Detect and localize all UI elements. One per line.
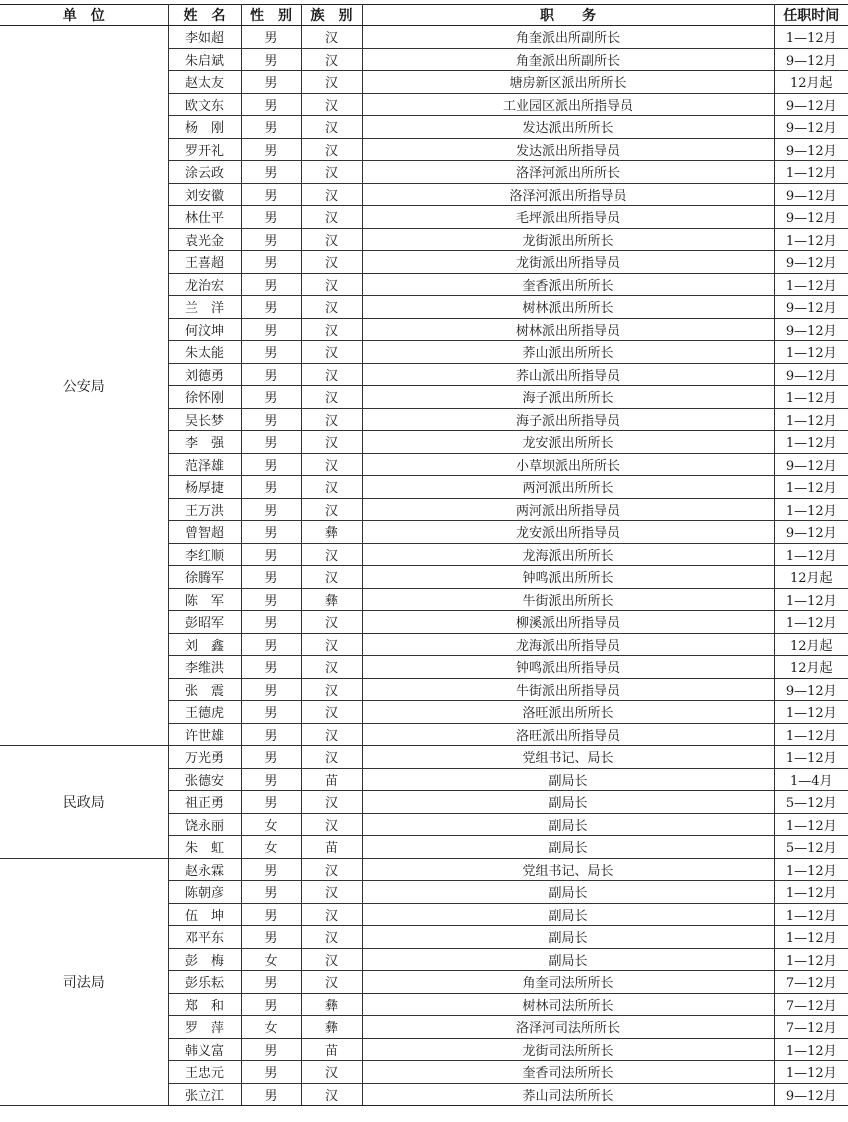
person-gender: 男: [241, 71, 301, 94]
person-ethnicity: 汉: [301, 723, 362, 746]
person-ethnicity: 汉: [301, 926, 362, 949]
person-gender: 男: [241, 453, 301, 476]
personnel-table: [0, 4, 848, 1106]
person-gender: 男: [241, 746, 301, 769]
person-term: 1—12月: [774, 341, 848, 364]
table-row: [0, 858, 848, 881]
person-gender: 男: [241, 161, 301, 184]
person-gender: 男: [241, 498, 301, 521]
person-gender: 男: [241, 971, 301, 994]
person-ethnicity: 汉: [301, 453, 362, 476]
person-ethnicity: 汉: [301, 341, 362, 364]
person-term: 1—12月: [774, 701, 848, 724]
person-name: 何汶坤: [168, 318, 241, 341]
person-term: 5—12月: [774, 836, 848, 859]
person-name: 李维洪: [168, 656, 241, 679]
person-term: 1—12月: [774, 26, 848, 49]
person-ethnicity: 汉: [301, 408, 362, 431]
person-gender: 男: [241, 386, 301, 409]
person-position: 副局长: [362, 813, 774, 836]
person-gender: 男: [241, 1083, 301, 1106]
person-ethnicity: 汉: [301, 251, 362, 274]
person-position: 副局长: [362, 948, 774, 971]
person-gender: 男: [241, 543, 301, 566]
person-ethnicity: 苗: [301, 836, 362, 859]
person-ethnicity: 汉: [301, 881, 362, 904]
person-term: 1—4月: [774, 768, 848, 791]
person-position: 龙海派出所指导员: [362, 633, 774, 656]
person-ethnicity: 汉: [301, 1083, 362, 1106]
person-gender: 男: [241, 116, 301, 139]
person-name: 兰 洋: [168, 296, 241, 319]
person-ethnicity: 汉: [301, 633, 362, 656]
person-ethnicity: 汉: [301, 948, 362, 971]
person-position: 龙安派出所所长: [362, 431, 774, 454]
person-name: 陈朝彦: [168, 881, 241, 904]
person-position: 副局长: [362, 926, 774, 949]
person-name: 张 震: [168, 678, 241, 701]
person-name: 龙治宏: [168, 273, 241, 296]
person-position: 洛泽河司法所所长: [362, 1016, 774, 1039]
person-gender: 男: [241, 1038, 301, 1061]
person-ethnicity: 汉: [301, 1061, 362, 1084]
person-ethnicity: 汉: [301, 566, 362, 589]
person-name: 伍 坤: [168, 903, 241, 926]
table-header: [0, 5, 848, 26]
person-gender: 男: [241, 251, 301, 274]
person-term: 1—12月: [774, 723, 848, 746]
person-term: 1—12月: [774, 926, 848, 949]
person-position: 小草坝派出所所长: [362, 453, 774, 476]
person-name: 王万洪: [168, 498, 241, 521]
person-term: 1—12月: [774, 498, 848, 521]
person-name: 王忠元: [168, 1061, 241, 1084]
person-position: 树林派出所指导员: [362, 318, 774, 341]
person-gender: 男: [241, 408, 301, 431]
person-position: 树林派出所所长: [362, 296, 774, 319]
person-position: 副局长: [362, 836, 774, 859]
person-gender: 男: [241, 476, 301, 499]
person-term: 9—12月: [774, 48, 848, 71]
person-position: 龙街司法所所长: [362, 1038, 774, 1061]
person-gender: 女: [241, 1016, 301, 1039]
person-name: 李如超: [168, 26, 241, 49]
person-ethnicity: 汉: [301, 656, 362, 679]
person-position: 洛旺派出所所长: [362, 701, 774, 724]
person-ethnicity: 汉: [301, 206, 362, 229]
person-gender: 男: [241, 611, 301, 634]
person-name: 朱启斌: [168, 48, 241, 71]
person-position: 洛泽河派出所所长: [362, 161, 774, 184]
person-ethnicity: 汉: [301, 318, 362, 341]
person-ethnicity: 汉: [301, 543, 362, 566]
person-ethnicity: 汉: [301, 701, 362, 724]
header-name: 姓 名: [168, 5, 241, 26]
person-gender: 男: [241, 993, 301, 1016]
person-term: 9—12月: [774, 183, 848, 206]
person-position: 钟鸣派出所指导员: [362, 656, 774, 679]
person-position: 钟鸣派出所所长: [362, 566, 774, 589]
person-gender: 男: [241, 341, 301, 364]
person-name: 韩义富: [168, 1038, 241, 1061]
person-term: 1—12月: [774, 386, 848, 409]
person-term: 1—12月: [774, 948, 848, 971]
person-position: 牛街派出所指导员: [362, 678, 774, 701]
person-name: 杨 刚: [168, 116, 241, 139]
person-term: 9—12月: [774, 296, 848, 319]
person-gender: 男: [241, 521, 301, 544]
person-name: 李 强: [168, 431, 241, 454]
person-ethnicity: 苗: [301, 1038, 362, 1061]
person-term: 12月起: [774, 656, 848, 679]
person-name: 刘安徽: [168, 183, 241, 206]
person-term: 1—12月: [774, 228, 848, 251]
person-term: 1—12月: [774, 588, 848, 611]
person-name: 张立江: [168, 1083, 241, 1106]
person-name: 朱太能: [168, 341, 241, 364]
person-gender: 男: [241, 768, 301, 791]
person-ethnicity: 彝: [301, 521, 362, 544]
person-term: 1—12月: [774, 431, 848, 454]
person-name: 林仕平: [168, 206, 241, 229]
person-position: 龙海派出所所长: [362, 543, 774, 566]
person-ethnicity: 汉: [301, 386, 362, 409]
person-term: 9—12月: [774, 521, 848, 544]
table-row: [0, 746, 848, 769]
person-term: 9—12月: [774, 206, 848, 229]
person-position: 龙街派出所所长: [362, 228, 774, 251]
person-term: 7—12月: [774, 1016, 848, 1039]
person-ethnicity: 汉: [301, 611, 362, 634]
person-term: 1—12月: [774, 543, 848, 566]
person-position: 荞山司法所所长: [362, 1083, 774, 1106]
person-term: 7—12月: [774, 993, 848, 1016]
person-term: 9—12月: [774, 93, 848, 116]
person-ethnicity: 汉: [301, 813, 362, 836]
person-position: 毛坪派出所指导员: [362, 206, 774, 229]
person-name: 彭 梅: [168, 948, 241, 971]
person-name: 万光勇: [168, 746, 241, 769]
person-term: 12月起: [774, 71, 848, 94]
header-position: 职 务: [362, 5, 774, 26]
person-position: 两河派出所指导员: [362, 498, 774, 521]
person-term: 1—12月: [774, 161, 848, 184]
person-gender: 男: [241, 566, 301, 589]
person-name: 吴长梦: [168, 408, 241, 431]
person-gender: 男: [241, 296, 301, 319]
table-body: [0, 26, 848, 1106]
person-position: 奎香派出所所长: [362, 273, 774, 296]
person-gender: 男: [241, 903, 301, 926]
person-term: 12月起: [774, 566, 848, 589]
person-gender: 男: [241, 26, 301, 49]
person-gender: 女: [241, 948, 301, 971]
person-gender: 男: [241, 701, 301, 724]
person-name: 张德安: [168, 768, 241, 791]
person-name: 曾智超: [168, 521, 241, 544]
person-name: 郑 和: [168, 993, 241, 1016]
header-unit: 单 位: [0, 5, 168, 26]
person-gender: 女: [241, 813, 301, 836]
person-term: 1—12月: [774, 273, 848, 296]
person-name: 彭乐耘: [168, 971, 241, 994]
person-gender: 男: [241, 228, 301, 251]
person-gender: 男: [241, 363, 301, 386]
person-term: 1—12月: [774, 408, 848, 431]
person-gender: 男: [241, 858, 301, 881]
person-term: 1—12月: [774, 1061, 848, 1084]
person-name: 赵永霖: [168, 858, 241, 881]
person-term: 7—12月: [774, 971, 848, 994]
person-name: 涂云政: [168, 161, 241, 184]
person-ethnicity: 汉: [301, 858, 362, 881]
person-gender: 男: [241, 926, 301, 949]
person-name: 杨厚捷: [168, 476, 241, 499]
person-position: 树林司法所所长: [362, 993, 774, 1016]
person-name: 王德虎: [168, 701, 241, 724]
person-term: 1—12月: [774, 746, 848, 769]
person-position: 牛街派出所所长: [362, 588, 774, 611]
person-gender: 男: [241, 48, 301, 71]
person-term: 9—12月: [774, 363, 848, 386]
person-gender: 男: [241, 723, 301, 746]
person-name: 彭昭军: [168, 611, 241, 634]
person-term: 1—12月: [774, 476, 848, 499]
person-gender: 男: [241, 206, 301, 229]
person-ethnicity: 汉: [301, 971, 362, 994]
unit-cell: 公安局: [0, 26, 168, 746]
person-position: 海子派出所指导员: [362, 408, 774, 431]
person-name: 罗 萍: [168, 1016, 241, 1039]
person-ethnicity: 汉: [301, 26, 362, 49]
person-term: 1—12月: [774, 858, 848, 881]
person-position: 党组书记、局长: [362, 858, 774, 881]
person-ethnicity: 彝: [301, 1016, 362, 1039]
person-ethnicity: 汉: [301, 48, 362, 71]
person-gender: 男: [241, 183, 301, 206]
person-ethnicity: 汉: [301, 498, 362, 521]
person-term: 1—12月: [774, 881, 848, 904]
person-name: 王喜超: [168, 251, 241, 274]
person-term: 9—12月: [774, 678, 848, 701]
header-term: 任职时间: [774, 5, 848, 26]
person-ethnicity: 汉: [301, 903, 362, 926]
person-gender: 男: [241, 273, 301, 296]
person-ethnicity: 汉: [301, 363, 362, 386]
person-ethnicity: 汉: [301, 476, 362, 499]
person-position: 海子派出所所长: [362, 386, 774, 409]
person-name: 刘 鑫: [168, 633, 241, 656]
person-position: 角奎司法所所长: [362, 971, 774, 994]
person-gender: 男: [241, 633, 301, 656]
header-gender: 性 别: [241, 5, 301, 26]
header-row: [0, 5, 848, 26]
person-gender: 男: [241, 791, 301, 814]
person-name: 许世雄: [168, 723, 241, 746]
person-position: 副局长: [362, 768, 774, 791]
person-position: 副局长: [362, 791, 774, 814]
person-ethnicity: 汉: [301, 138, 362, 161]
unit-cell: 司法局: [0, 858, 168, 1106]
person-ethnicity: 汉: [301, 273, 362, 296]
person-term: 9—12月: [774, 318, 848, 341]
person-ethnicity: 彝: [301, 588, 362, 611]
person-ethnicity: 汉: [301, 296, 362, 319]
person-name: 范泽雄: [168, 453, 241, 476]
person-position: 荞山派出所指导员: [362, 363, 774, 386]
person-ethnicity: 汉: [301, 228, 362, 251]
person-position: 柳溪派出所指导员: [362, 611, 774, 634]
person-name: 罗开礼: [168, 138, 241, 161]
person-position: 塘房新区派出所所长: [362, 71, 774, 94]
table-row: [0, 26, 848, 49]
header-ethnicity: 族 别: [301, 5, 362, 26]
person-ethnicity: 汉: [301, 183, 362, 206]
person-position: 洛泽河派出所指导员: [362, 183, 774, 206]
person-position: 发达派出所所长: [362, 116, 774, 139]
person-name: 欧文东: [168, 93, 241, 116]
person-name: 邓平东: [168, 926, 241, 949]
person-name: 朱 虹: [168, 836, 241, 859]
person-ethnicity: 汉: [301, 116, 362, 139]
person-ethnicity: 汉: [301, 431, 362, 454]
person-position: 两河派出所所长: [362, 476, 774, 499]
person-gender: 男: [241, 318, 301, 341]
person-gender: 男: [241, 1061, 301, 1084]
person-gender: 男: [241, 138, 301, 161]
person-gender: 男: [241, 656, 301, 679]
person-position: 荞山派出所所长: [362, 341, 774, 364]
person-term: 5—12月: [774, 791, 848, 814]
person-term: 1—12月: [774, 903, 848, 926]
person-gender: 女: [241, 836, 301, 859]
person-position: 角奎派出所副所长: [362, 48, 774, 71]
person-name: 刘德勇: [168, 363, 241, 386]
person-name: 陈 军: [168, 588, 241, 611]
person-position: 奎香司法所所长: [362, 1061, 774, 1084]
person-term: 9—12月: [774, 138, 848, 161]
person-term: 12月起: [774, 633, 848, 656]
person-name: 袁光金: [168, 228, 241, 251]
unit-cell: 民政局: [0, 746, 168, 859]
person-position: 发达派出所指导员: [362, 138, 774, 161]
person-position: 副局长: [362, 881, 774, 904]
person-term: 1—12月: [774, 1038, 848, 1061]
person-position: 党组书记、局长: [362, 746, 774, 769]
person-name: 祖正勇: [168, 791, 241, 814]
person-term: 9—12月: [774, 116, 848, 139]
person-ethnicity: 彝: [301, 993, 362, 1016]
person-position: 副局长: [362, 903, 774, 926]
person-gender: 男: [241, 431, 301, 454]
person-ethnicity: 汉: [301, 71, 362, 94]
person-position: 洛旺派出所指导员: [362, 723, 774, 746]
person-position: 龙街派出所指导员: [362, 251, 774, 274]
person-ethnicity: 汉: [301, 746, 362, 769]
person-gender: 男: [241, 93, 301, 116]
person-name: 李红顺: [168, 543, 241, 566]
person-ethnicity: 汉: [301, 791, 362, 814]
person-ethnicity: 汉: [301, 678, 362, 701]
person-ethnicity: 苗: [301, 768, 362, 791]
person-term: 9—12月: [774, 1083, 848, 1106]
person-name: 饶永丽: [168, 813, 241, 836]
person-term: 9—12月: [774, 453, 848, 476]
person-name: 徐腾军: [168, 566, 241, 589]
person-term: 1—12月: [774, 813, 848, 836]
person-gender: 男: [241, 678, 301, 701]
person-position: 工业园区派出所指导员: [362, 93, 774, 116]
person-position: 角奎派出所副所长: [362, 26, 774, 49]
person-position: 龙安派出所指导员: [362, 521, 774, 544]
person-name: 赵太友: [168, 71, 241, 94]
person-ethnicity: 汉: [301, 93, 362, 116]
person-name: 徐怀刚: [168, 386, 241, 409]
person-gender: 男: [241, 881, 301, 904]
person-ethnicity: 汉: [301, 161, 362, 184]
person-term: 1—12月: [774, 611, 848, 634]
person-gender: 男: [241, 588, 301, 611]
person-term: 9—12月: [774, 251, 848, 274]
